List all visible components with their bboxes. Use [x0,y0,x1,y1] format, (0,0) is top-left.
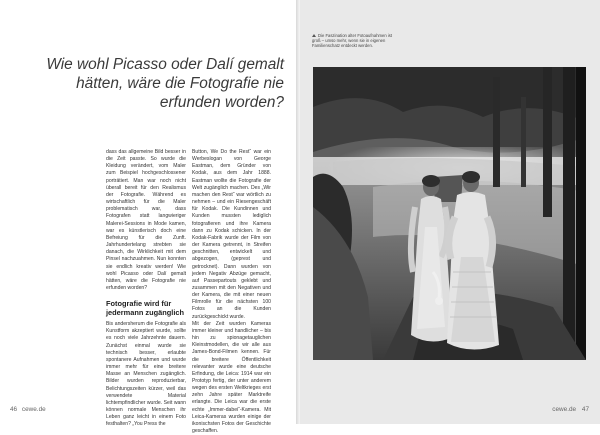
vintage-photo [313,67,586,360]
text-column-1 [106,149,186,428]
site-name: cewe.de [552,406,577,413]
page-number: 46 [10,406,18,413]
triangle-icon [312,34,316,37]
body-paragraph: Button, We Do the Rest“ war ein Werbeslogan von George Eastman, dem Gründer von Kodak, aus dem Jahr 1888. Eastman wollte die Fotografie der Welt zugänglich machen. Des „Wir machen den Rest“ war wörtlich zu nehmen – und ein Riesengeschäft für Kodak. Die Kundinnen und Kunden mussten lediglich fotografieren und ihre Kamera dann zu Kodak schicken. In der Kodak-Fabrik wurde der Film von der Kamera getrennt, in Streifen geschnitten, entwickelt und abgezogen, (geprest und getrocknet). Dann wurden von jedem Negativ Abzüge gemacht, auf Passepartouts geklebt und zusammen mit den Negativen und der Kamera, die mit einer neuen Filmrolle für die nächsten 100 Fotos an die Kunden zurückgeschickt wurde. Mit der Zeit wurden Kameras immer kleiner und handlicher – bis hin zu spionagetauglichen Kleinstmodellen, die wir alle aus James-Bond-Filmen kennen. Für die breitere Öffentlichkeit relevanter wurde eine deutsche Erfindung, die Leica: 1914 war ein Prototyp fertig, der unter anderem wegen des ersten Weltkrieges erst zehn Jahre später Marktreife erlangte. Die Leica war die erste echte „Immer-dabei“-Kamera. Mit Leica-Kameras wurden einige der ikonischsten Fotos der Geschichte geschaffen. [192,149,271,435]
text-column-2 [192,149,271,435]
folio-right [552,406,589,413]
headline: Wie wohl Picasso oder Dalí gemalt hätten, wäre die Fotografie nie erfunden worden? [46,56,284,111]
site-name: cewe.de [21,406,46,413]
photo-illustration [313,67,586,360]
left-page [0,0,297,435]
page-number: 47 [581,406,589,413]
subheading: Fotografie wird für jedermann zugänglich [106,299,185,318]
body-paragraph: Bis andersherum die Fotografie als Kunstform akzeptiert wurde, sollte es noch viele Jahrzehnte dauern. Zunächst einmal wurde sie technisch besser, erlaubte spontanere Aufnahmen und wurde immer mehr für eine breitere Masse an Menschen zugänglich. Bilder wurden reproduzierbar, Belichtungszeiten kürzer, weil das verwendete Material lichtempfindlicher wurde. Seit wann können normale Menschen ihr Leben ganz leicht in einem Foto festhalten? „You Press the [106,321,186,428]
folio-left [10,406,46,413]
body-paragraph: dass das allgemeine Bild besser in die Zeit passte. So wurde die Kleidung verändert, vom Maler zum Beispiel hochgeschlossener porträtiert. Man war noch nicht überall bereit für den Realismus der Fotografie. Während es wirtschaftlich für die Maler problematisch war, dass Fotografen statt langwieriger Malerei-Sessions in Mode kamen, war es künstlerisch doch eine Befreiung für die Zunft. Jahrhundertelang strebten sie danach, die Wirklichkeit mit dem Pinsel nachzuahmen. Nun konnten sie endlich kreativ werden! Wie wohl Picasso oder Dalí gemalt hätten, wäre die Fotografie nie erfunden worden? [106,149,186,291]
photo-caption: Die Faszination alter Fotoaufnahmen ist groß – umso mehr, wenn sie in eigenen Familienschatz entdeckt werden. [312,33,393,49]
